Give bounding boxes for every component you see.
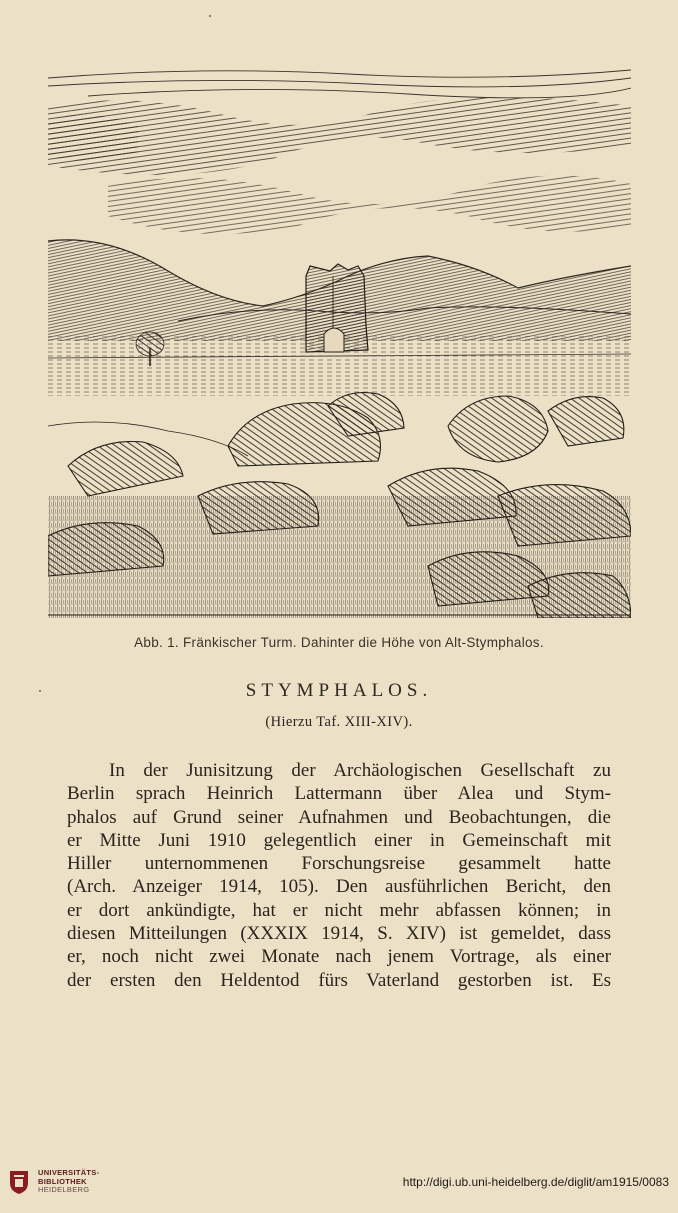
body-line: der ersten den Heldentod fürs Vaterland gestorben ist. Es <box>67 969 611 991</box>
article-title: STYMPHALOS. <box>245 680 433 701</box>
engraving-landscape-frankish-tower-icon <box>48 66 631 618</box>
body-line: diesen Mitteilungen (XXXIX 1914, S. XIV) ist gemeldet, dass <box>67 923 611 945</box>
body-line: er, noch nicht zwei Monate nach jenem Vortrage, als einer <box>67 946 611 968</box>
article-body <box>67 759 611 992</box>
article-subtitle: (Hierzu Taf. XIII-XIV). <box>265 714 413 730</box>
page-speck <box>209 15 211 17</box>
logo-line: UNIVERSITÄTS- <box>38 1168 100 1178</box>
source-url-link[interactable]: http://digi.ub.uni-heidelberg.de/diglit/am1915/0083 <box>402 1175 669 1189</box>
logo-line: HEIDELBERG <box>38 1185 90 1195</box>
body-line: er dort ankündigte, hat er nicht mehr abfassen können; in <box>67 899 611 921</box>
body-line: er Mitte Juni 1910 gelegentlich einer in Gemeinschaft mit <box>67 829 611 851</box>
figure-caption: Abb. 1. Fränkischer Turm. Dahinter die Höhe von Alt-Stymphalos. <box>134 635 544 650</box>
body-line: Berlin sprach Heinrich Lattermann über Alea und Stym- <box>67 783 611 805</box>
body-line: Hiller unternommenen Forschungsreise gesammelt hatte <box>67 853 611 875</box>
body-line: In der Junisitzung der Archäologischen Gesellschaft zu <box>109 760 611 781</box>
body-line: (Arch. Anzeiger 1914, 105). Den ausführlichen Bericht, den <box>67 876 611 898</box>
logo-line: BIBLIOTHEK <box>38 1176 87 1186</box>
body-line: phalos auf Grund seiner Aufnahmen und Beobachtungen, die <box>67 806 611 828</box>
library-logo-text <box>38 1169 99 1195</box>
university-library-crest-icon <box>8 1169 30 1195</box>
library-logo[interactable] <box>8 1169 99 1195</box>
landscape-engraving <box>48 66 631 618</box>
page-footer <box>0 1163 678 1213</box>
